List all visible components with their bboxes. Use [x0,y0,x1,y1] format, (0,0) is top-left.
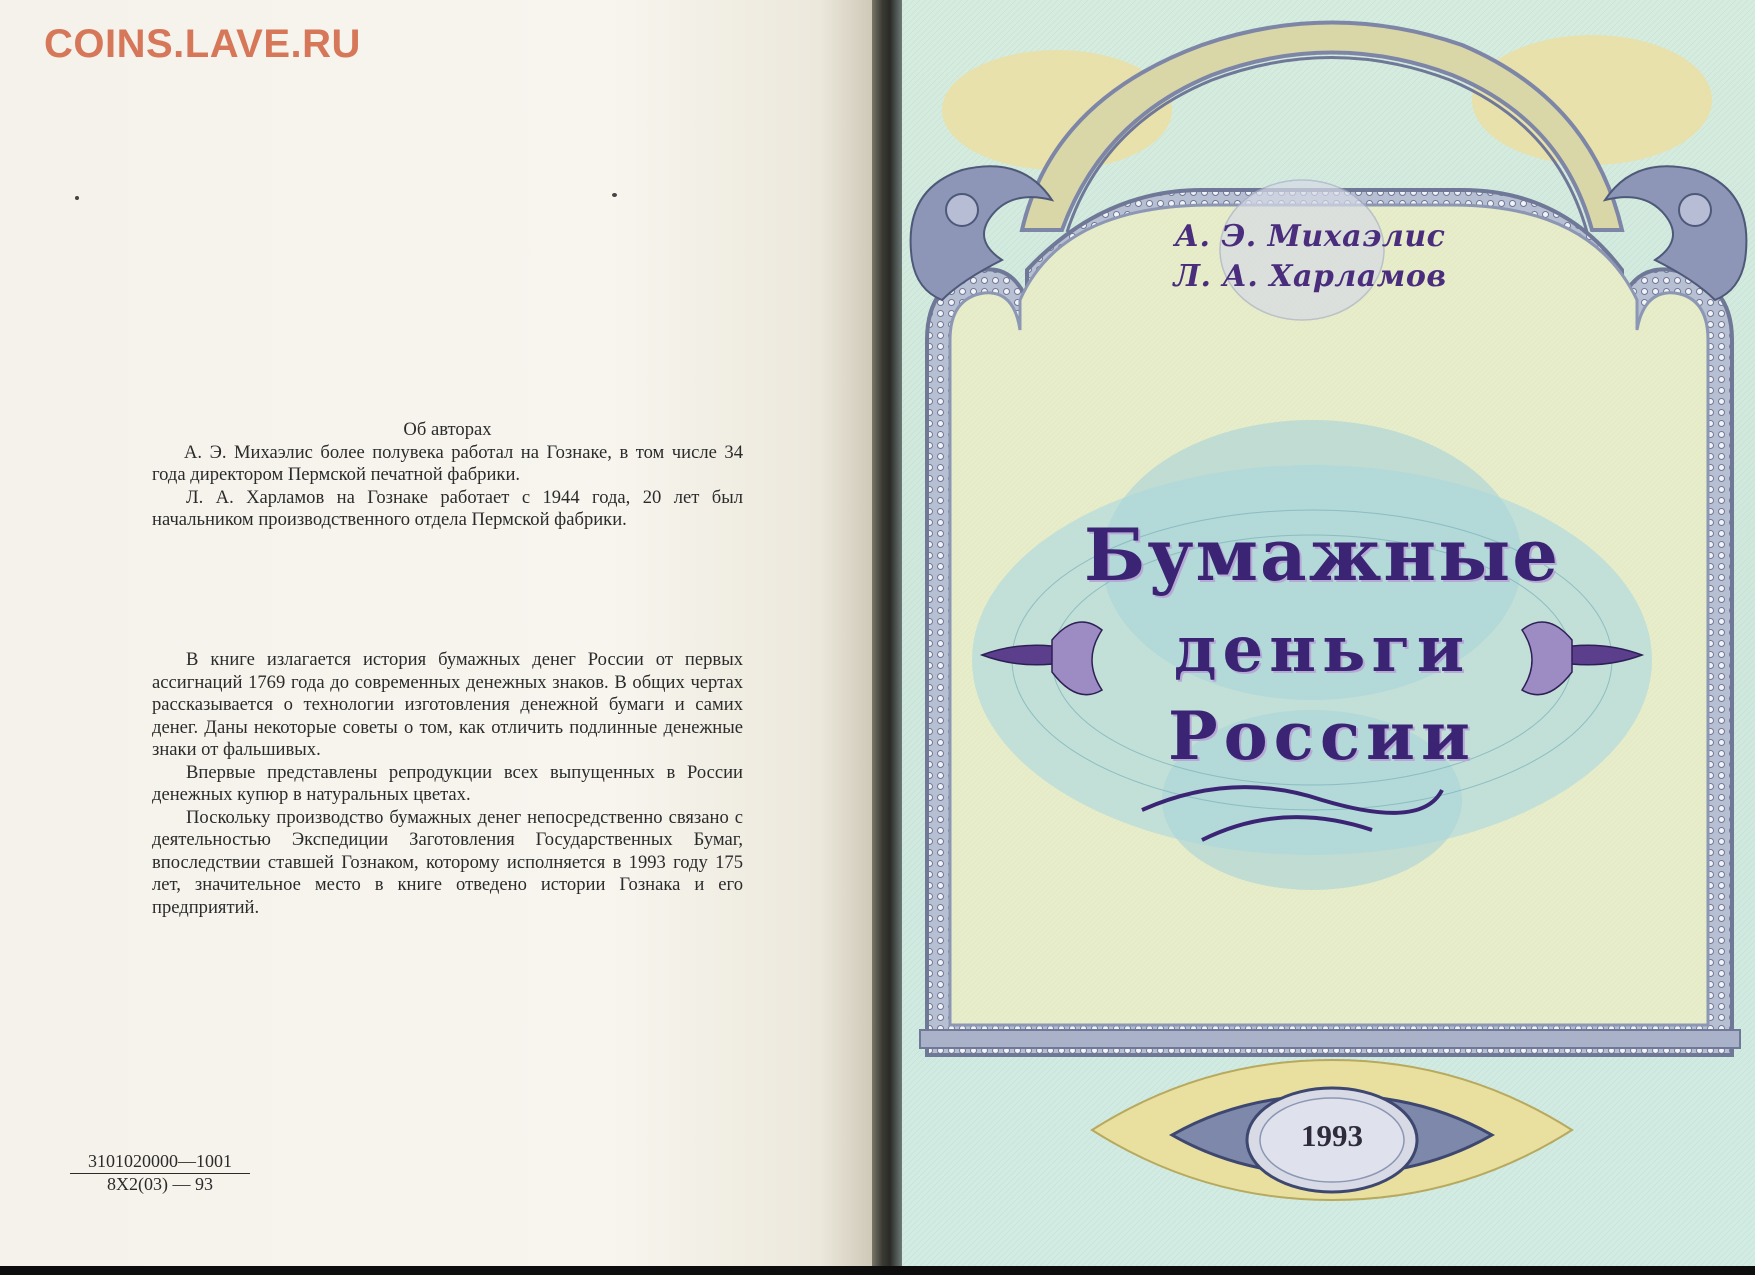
about-author-kharlamov: Л. А. Харламов на Гознаке работает с 1944 года, 20 лет был начальником производственного отдела Пермской фабрики. [152,486,743,530]
cover-title-line-2: деньги [1173,612,1471,687]
catalog-index-code: 8Х2(03) — 93 [107,1174,213,1194]
left-page [0,0,872,1266]
catalog-index [70,1151,250,1195]
about-authors-heading: Об авторах [403,419,492,440]
cover-author-2: Л. А. Харламов [1173,259,1447,294]
cover-title-line-1: Бумажные [1083,512,1561,597]
about-author-michaelis: А. Э. Михаэлис более полувека работал на Гознаке, в том числе 34 года директором Пермской печатной фабрики. [152,441,743,485]
annotation-paragraph: Поскольку производство бумажных денег непосредственно связано с деятельностью Экспедиции Заготовления Государственных Бумаг, впоследствии ставшей Гознаком, которому исполняется в 1993 году 175 лет, значительное место в книге отведено истории Гознака и его предприятий. [152,806,743,918]
annotation-paragraph: Впервые представлены репродукции всех выпущенных в России денежных купюр в натуральных цветах. [152,761,743,805]
book-spine [872,0,902,1266]
paper-speck [612,193,617,197]
about-authors-block [152,419,743,532]
site-watermark: COINS.LAVE.RU [44,22,361,66]
annotation-paragraph: В книге излагается история бумажных денег России от первых ассигнаций 1769 года до современных денежных знаков. В общих чертах рассказывается о технологии изготовления денежной бумаги и самих денег. Даны некоторые советы о том, как отличить подлинные денежные знаки от фальшивых. [152,649,743,760]
paper-speck [75,196,79,200]
cover-page [902,0,1755,1266]
catalog-index-number: 3101020000—1001 [70,1151,250,1174]
cover-author-1: А. Э. Михаэлис [1174,219,1446,254]
book-annotation-block [152,649,743,919]
cover-title-line-3: России [1168,697,1476,775]
scan-bottom-edge [0,1266,1755,1275]
cover-year: 1993 [1301,1118,1363,1153]
